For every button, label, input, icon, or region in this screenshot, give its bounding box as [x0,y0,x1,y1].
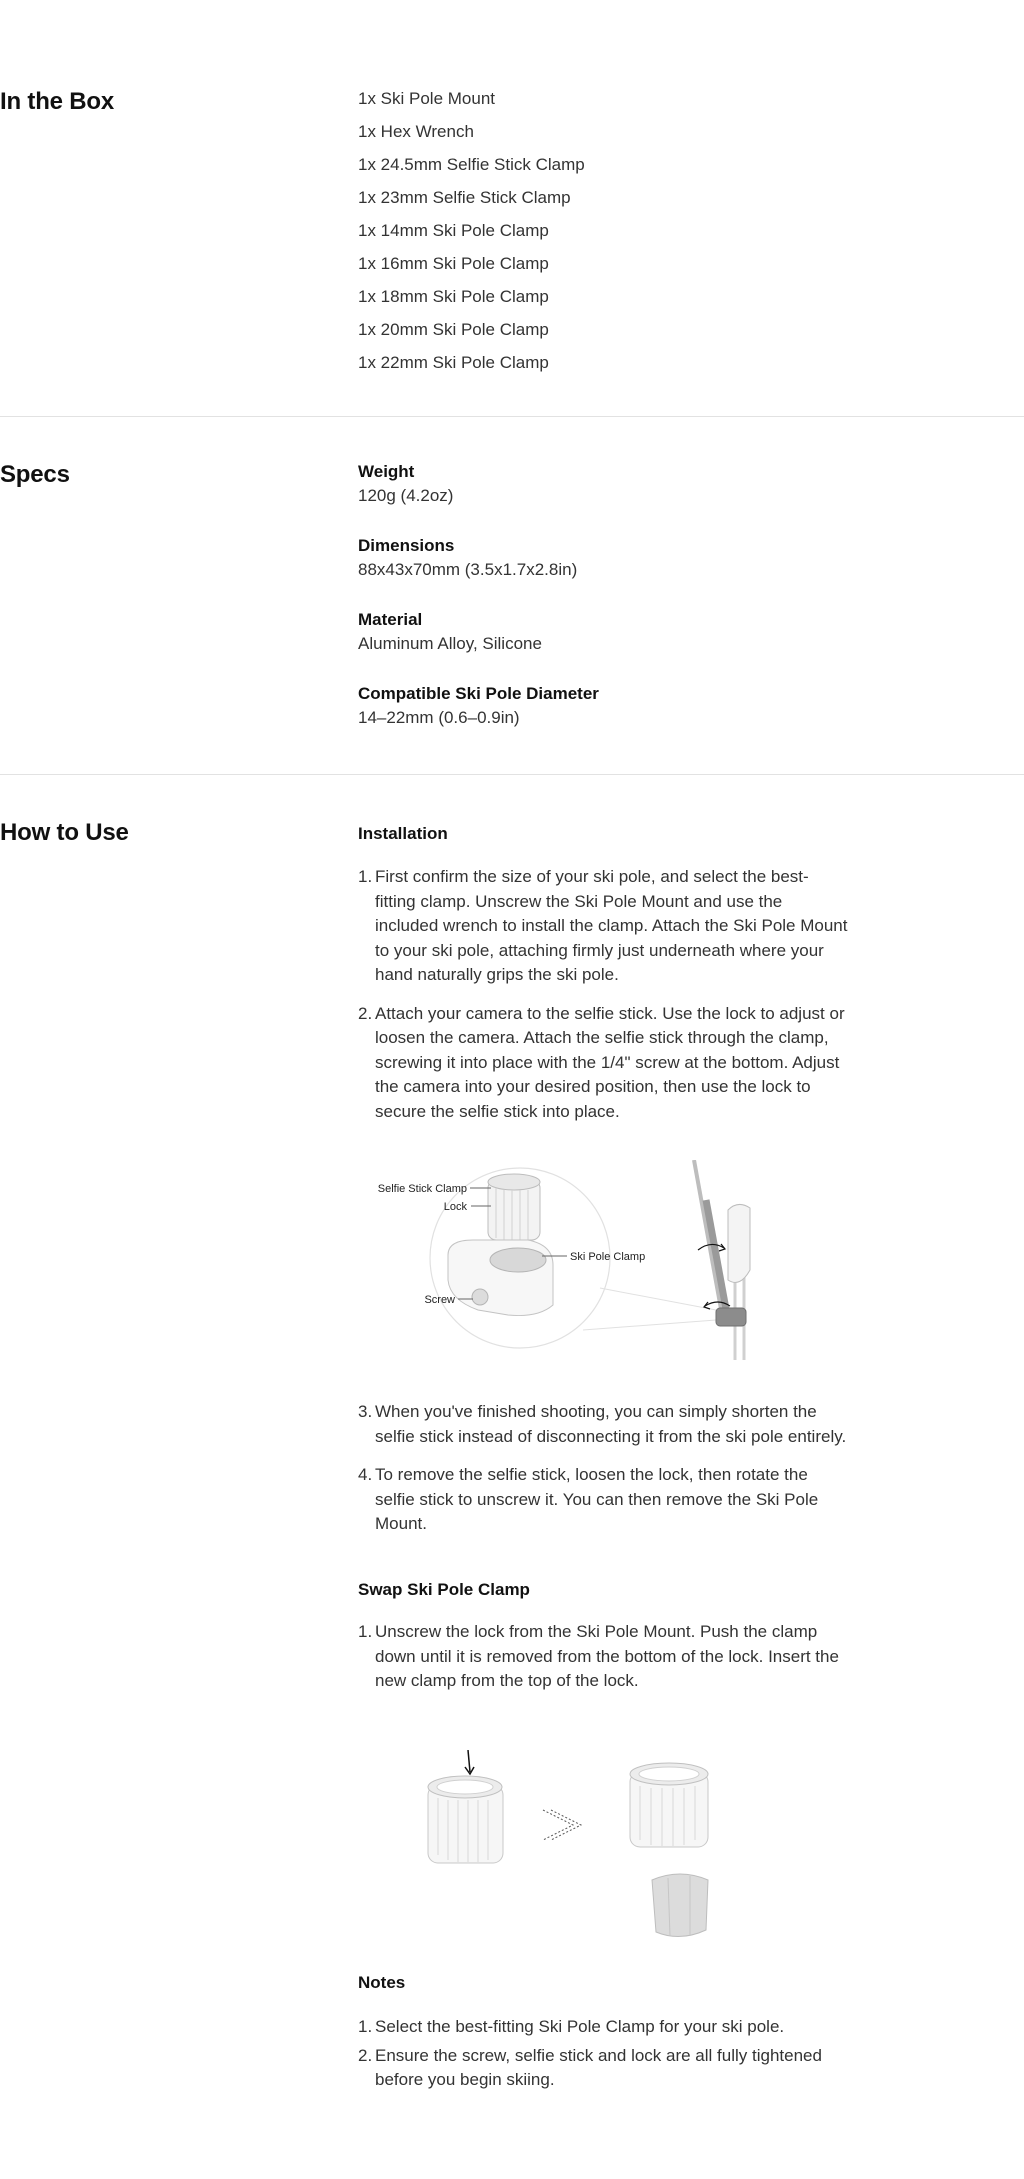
swap-heading: Swap Ski Pole Clamp [358,1580,530,1599]
installation-heading: Installation [358,824,448,843]
step-text: Unscrew the lock from the Ski Pole Mount. Push the clamp down until it is removed from the bottom of the lock. Insert the new clamp from the top of the lock. [375,1622,839,1690]
specs-section [0,417,1024,774]
list-item [358,1400,848,1449]
list-item: 1x Hex Wrench [358,122,474,141]
step-text: To remove the selfie stick, loosen the lock, then rotate the selfie stick to unscrew it. You can then remove the Ski Pole Mount. [375,1465,819,1533]
label-selfie-stick-clamp: Selfie Stick Clamp [378,1183,467,1195]
how-to-use-section [0,775,1024,2179]
step-number: 3. [358,1402,373,1421]
step-number: 2. [358,2045,373,2065]
step-number: 4. [358,1465,373,1484]
label-lock: Lock [443,1201,467,1213]
spec-value: 88x43x70mm (3.5x1.7x2.8in) [358,560,578,579]
spec-value: 120g (4.2oz) [358,486,454,505]
list-item: 1x 23mm Selfie Stick Clamp [358,188,571,207]
spec-value: Aluminum Alloy, Silicone [358,634,542,653]
specs-column [358,460,858,756]
notes-steps [358,2015,848,2107]
label-screw: Screw [424,1294,455,1306]
list-item [358,1002,848,1125]
list-item [358,2015,848,2040]
spec-label: Dimensions [358,536,455,555]
list-item: 1x 16mm Ski Pole Clamp [358,254,549,273]
step-text: Select the best-fitting Ski Pole Clamp for your ski pole. [375,2017,785,2036]
list-item: 1x 24.5mm Selfie Stick Clamp [358,155,585,174]
step-number: 1. [358,1622,373,1641]
notes-heading: Notes [358,1973,406,1992]
list-item: 1x 18mm Ski Pole Clamp [358,287,549,306]
list-item: 1x Ski Pole Mount [358,89,496,108]
spec-diameter [358,682,858,730]
in-the-box-list [358,88,858,385]
spec-material [358,608,858,656]
specs-title: Specs [0,461,70,488]
in-the-box-column [358,88,858,385]
swap-diagram [418,1750,738,1950]
installation-steps-b [358,1400,848,1551]
list-item [358,1463,848,1537]
step-text: Ensure the screw, selfie stick and lock are all fully tightened before you begin skiing. [375,2045,822,2089]
spec-dimensions [358,534,858,582]
label-ski-pole-clamp: Ski Pole Clamp [570,1251,646,1263]
step-number: 2. [358,1003,373,1023]
step-text: Attach your camera to the selfie stick. Use the lock to adjust or loosen the camera. Attach the selfie stick through the clamp, screwing it into place with the 1/4" screw at the bottom. Adjust the camera into your desired position, then use the lock to secure the selfie stick into place. [375,1003,845,1121]
how-to-use-title: How to Use [0,819,129,846]
list-item [358,865,848,988]
in-the-box-title: In the Box [0,88,115,115]
list-item: 1x 20mm Ski Pole Clamp [358,320,549,339]
list-item: 1x 14mm Ski Pole Clamp [358,221,549,240]
step-number: 1. [358,867,373,886]
step-text: When you've finished shooting, you can simply shorten the selfie stick instead of disconnecting it from the ski pole entirely. [375,1402,847,1446]
spec-value: 14–22mm (0.6–0.9in) [358,708,520,727]
step-text: First confirm the size of your ski pole, and select the best-fitting clamp. Unscrew the Ski Pole Mount and use the included wrench to install the clamp. Attach the Ski Pole Mount to your ski pole, attaching firmly just underneath where your hand naturally grips the ski pole. [375,867,848,984]
list-item: 1x 22mm Ski Pole Clamp [358,353,549,372]
list-item [358,1620,848,1694]
in-the-box-section [0,0,1024,416]
installation-steps-a [358,865,848,1138]
step-number: 1. [358,2017,373,2036]
installation-diagram [378,1160,798,1360]
spec-label: Weight [358,462,415,481]
spec-label: Compatible Ski Pole Diameter [358,684,599,703]
spec-label: Material [358,610,423,629]
installation-illustration [378,1160,798,1360]
swap-steps [358,1620,848,1708]
how-to-use-column [358,775,858,2179]
list-item [358,2044,848,2093]
swap-illustration [418,1750,738,1950]
spec-weight [358,460,858,508]
